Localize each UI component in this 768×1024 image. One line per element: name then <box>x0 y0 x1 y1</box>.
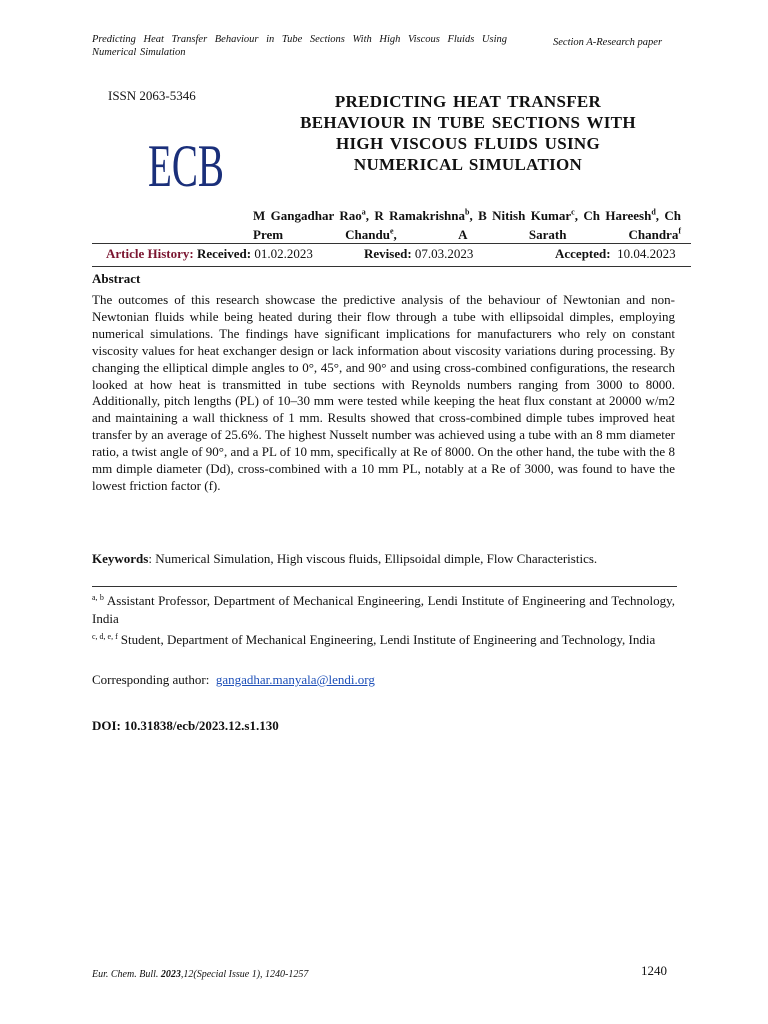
accepted-label: Accepted: <box>555 246 611 261</box>
journal-issue: ,12(Special Issue 1), 1240-1257 <box>180 969 309 980</box>
paper-title <box>258 91 678 175</box>
title-line: BEHAVIOUR IN TUBE SECTIONS WITH <box>300 113 636 132</box>
journal-logo <box>146 130 226 198</box>
received-label: Received: <box>196 246 252 261</box>
doi: DOI: 10.31838/ecb/2023.12.s1.130 <box>92 718 279 733</box>
journal-year: 2023 <box>160 969 181 980</box>
divider <box>92 243 691 244</box>
author-list <box>253 206 681 244</box>
affiliation-mark: a, b <box>92 592 104 602</box>
accepted-date <box>555 246 676 262</box>
affiliation-text: Student, Department of Mechanical Engineering, Lendi Institute of Engineering and Technology, India <box>120 632 656 647</box>
author-name: B Nitish Kumar <box>478 208 572 223</box>
title-line: NUMERICAL SIMULATION <box>353 155 583 174</box>
author-email-link[interactable]: gangadhar.manyala@lendi.org <box>215 672 375 687</box>
abstract-heading: Abstract <box>92 271 141 286</box>
author-name: Ch Prem Chandu <box>253 208 682 242</box>
keywords <box>92 551 675 568</box>
issn: ISSN 2063-5346 <box>108 88 196 103</box>
article-history <box>100 246 690 264</box>
article-history-label: Article History: <box>106 246 194 261</box>
received-value: 01.02.2023 <box>254 246 313 261</box>
author-affiliation-mark: f <box>678 226 681 236</box>
title-line: PREDICTING HEAT TRANSFER <box>334 92 602 111</box>
author-affiliation-mark: c <box>571 207 575 217</box>
running-title: Predicting Heat Transfer Behaviour in Tube Sections With High Viscous Fluids Using Numerical Simulation <box>92 34 507 58</box>
received-date <box>106 246 313 262</box>
journal-logo-text: ECB <box>148 133 224 199</box>
author-affiliation-mark: e <box>389 226 394 236</box>
author-name: R Ramakrishna <box>374 208 465 223</box>
divider <box>92 266 691 267</box>
title-line: HIGH VISCOUS FLUIDS USING <box>335 134 600 153</box>
author-affiliation-mark: d <box>651 207 656 217</box>
journal-name: Eur. Chem. Bull. <box>92 969 159 980</box>
abstract-body: The outcomes of this research showcase the predictive analysis of the behaviour of Newtonian and non-Newtonian fluids while being heated during their flow through a tube with ellipsoidal dimples, employing numerical simulations. The findings have significant implications for manufacturers who rely on constant viscosity values for heat exchanger design or lack information about viscosity variations during processing. By changing the elliptical dimple angles to 0°, 45°, and 90° and using cross-combined configurations, the research looked at how heat is transmitted in tube sections with Reynolds numbers ranging from 3000 to 8000. Additionally, pitch lengths (PL) of 10–30 mm were tested while keeping the heat flux constant at 20000 w/m2 and maintaining a wall thickness of 1 mm. Results showed that cross-combined dimple tubes improved heat transfer by an average of 25.6%. The highest Nusselt number was achieved using a tube with an 8 mm diameter ratio, a twist angle of 90°, and a PL of 10 mm, specifically at Re of 8000. On the other hand, the tube with the 8 mm dimple diameter (Dd), cross-combined with a 10 mm PL, notably at a Re of 3000, was found to have the lowest friction factor (f). <box>92 292 675 493</box>
keywords-label: Keywords <box>92 551 149 566</box>
keywords-text: : Numerical Simulation, High viscous fluids, Ellipsoidal dimple, Flow Characteristics. <box>148 551 598 566</box>
section-label: Section A-Research paper <box>553 37 663 48</box>
corresponding-label: Corresponding author: <box>92 672 210 687</box>
affiliation-student <box>92 631 675 649</box>
author-line: M Gangadhar Rao$^a$, R Ramakrishna$^b$, B Nitish Kumar$^c$, Ch Hareesh$^d$, Ch Prem Chandu$^e$, A Sarath Chandra$^f$ <box>253 207 682 242</box>
revised-value: 07.03.2023 <box>414 246 474 261</box>
author-name: M Gangadhar Rao <box>253 208 362 223</box>
author-name: Ch Hareesh <box>583 208 652 223</box>
author-affiliation-mark: a <box>361 207 366 217</box>
affiliation-assistant-professor <box>92 592 675 628</box>
corresponding-author <box>92 672 375 688</box>
author-name: A Sarath Chandra <box>458 227 679 242</box>
author-affiliation-mark: b <box>464 207 470 217</box>
affiliation-mark: c, d, e, f <box>92 631 118 641</box>
divider <box>92 586 677 587</box>
journal-citation <box>92 969 308 980</box>
revised-date <box>364 246 473 262</box>
page-number: 1240 <box>641 963 667 978</box>
affiliation-text: Assistant Professor, Department of Mechanical Engineering, Lendi Institute of Engineering and Technology, India <box>92 593 675 626</box>
accepted-value: 10.04.2023 <box>617 246 676 261</box>
revised-label: Revised: <box>364 246 412 261</box>
